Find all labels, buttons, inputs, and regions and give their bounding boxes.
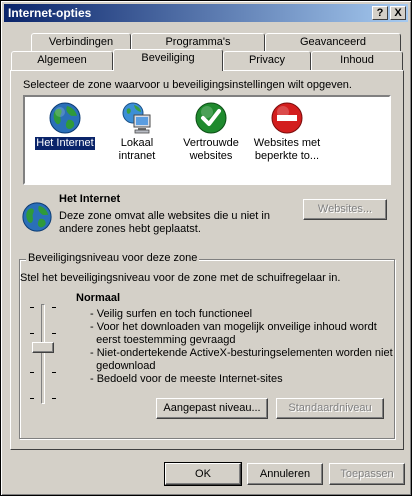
restricted-icon <box>270 101 304 135</box>
security-level-desc-line: gedownload <box>90 360 156 372</box>
custom-level-button[interactable]: Aangepast niveau... <box>156 398 268 419</box>
tab-programmas[interactable]: Programma's <box>131 33 265 52</box>
selected-zone-description: Deze zone omvat alle websites die u niet in <box>59 210 270 222</box>
security-level-instruction: Stel het beveiligingsniveau voor de zone met de schuifregelaar in. <box>20 272 341 284</box>
selected-zone-description-line2: andere zones hebt geplaatst. <box>59 223 201 235</box>
slider-tick <box>52 398 56 399</box>
globe-icon <box>21 201 53 233</box>
ok-button[interactable]: OK <box>165 463 241 485</box>
window-title: Internet-opties <box>8 6 92 20</box>
slider-tick <box>52 333 56 334</box>
slider-tick <box>30 398 34 399</box>
zone-label-line2: websites <box>189 150 233 162</box>
tab-geavanceerd[interactable]: Geavanceerd <box>265 33 401 52</box>
zone-label: Lokaal intranet <box>118 137 156 162</box>
security-level-desc-line: eerst toestemming gevraagd <box>90 334 236 346</box>
zone-instruction: Selecteer de zone waarvoor u beveiligingsinstellingen wilt opgeven. <box>23 79 352 91</box>
tab-privacy[interactable]: Privacy <box>223 51 311 70</box>
zone-label: Websites met <box>253 137 321 149</box>
slider-tick <box>30 372 34 373</box>
zone-trusted-sites[interactable] <box>175 101 247 163</box>
title-bar[interactable] <box>4 4 408 22</box>
slider-tick <box>30 307 34 308</box>
zone-restricted-sites[interactable] <box>247 101 327 163</box>
zone-local-intranet[interactable] <box>101 101 173 163</box>
zone-label: Het Internet <box>36 137 94 149</box>
close-button[interactable]: X <box>390 6 406 20</box>
network-computer-icon <box>120 101 154 135</box>
zone-label: Vertrouwde <box>183 137 239 149</box>
slider-tick <box>52 307 56 308</box>
security-level-group <box>19 252 395 439</box>
security-level-slider-track[interactable] <box>41 304 45 404</box>
help-button[interactable]: ? <box>372 6 388 20</box>
security-level-desc-line: - Voor het downloaden van mogelijk onveilige inhoud wordt <box>90 321 377 333</box>
zone-label-line2: beperkte to... <box>254 150 320 162</box>
tab-verbindingen[interactable]: Verbindingen <box>31 33 131 52</box>
tab-inhoud[interactable]: Inhoud <box>311 51 403 70</box>
tab-beveiliging[interactable]: Beveiliging <box>113 49 223 71</box>
default-level-button[interactable]: Standaardniveau <box>276 398 384 419</box>
websites-button[interactable]: Websites... <box>303 199 387 220</box>
security-level-name: Normaal <box>76 292 121 304</box>
globe-icon <box>48 101 82 135</box>
tab-algemeen[interactable]: Algemeen <box>11 51 113 70</box>
security-level-desc-line: - Niet-ondertekende ActiveX-besturingselementen worden niet <box>90 347 393 359</box>
check-mark-icon <box>194 101 228 135</box>
cancel-button[interactable]: Annuleren <box>247 463 323 485</box>
security-level-group-title: Beveiligingsniveau voor deze zone <box>28 252 198 264</box>
zone-list[interactable] <box>23 95 391 185</box>
zone-internet[interactable] <box>29 101 101 150</box>
security-level-slider-thumb[interactable] <box>32 342 54 353</box>
security-level-desc-line: - Veilig surfen en toch functioneel <box>90 308 253 320</box>
slider-tick <box>30 333 34 334</box>
selected-zone-title: Het Internet <box>59 193 121 205</box>
security-tab-panel <box>10 70 404 450</box>
slider-tick <box>52 372 56 373</box>
security-level-desc-line: - Bedoeld voor de meeste Internet-sites <box>90 373 283 385</box>
apply-button[interactable]: Toepassen <box>329 463 405 485</box>
